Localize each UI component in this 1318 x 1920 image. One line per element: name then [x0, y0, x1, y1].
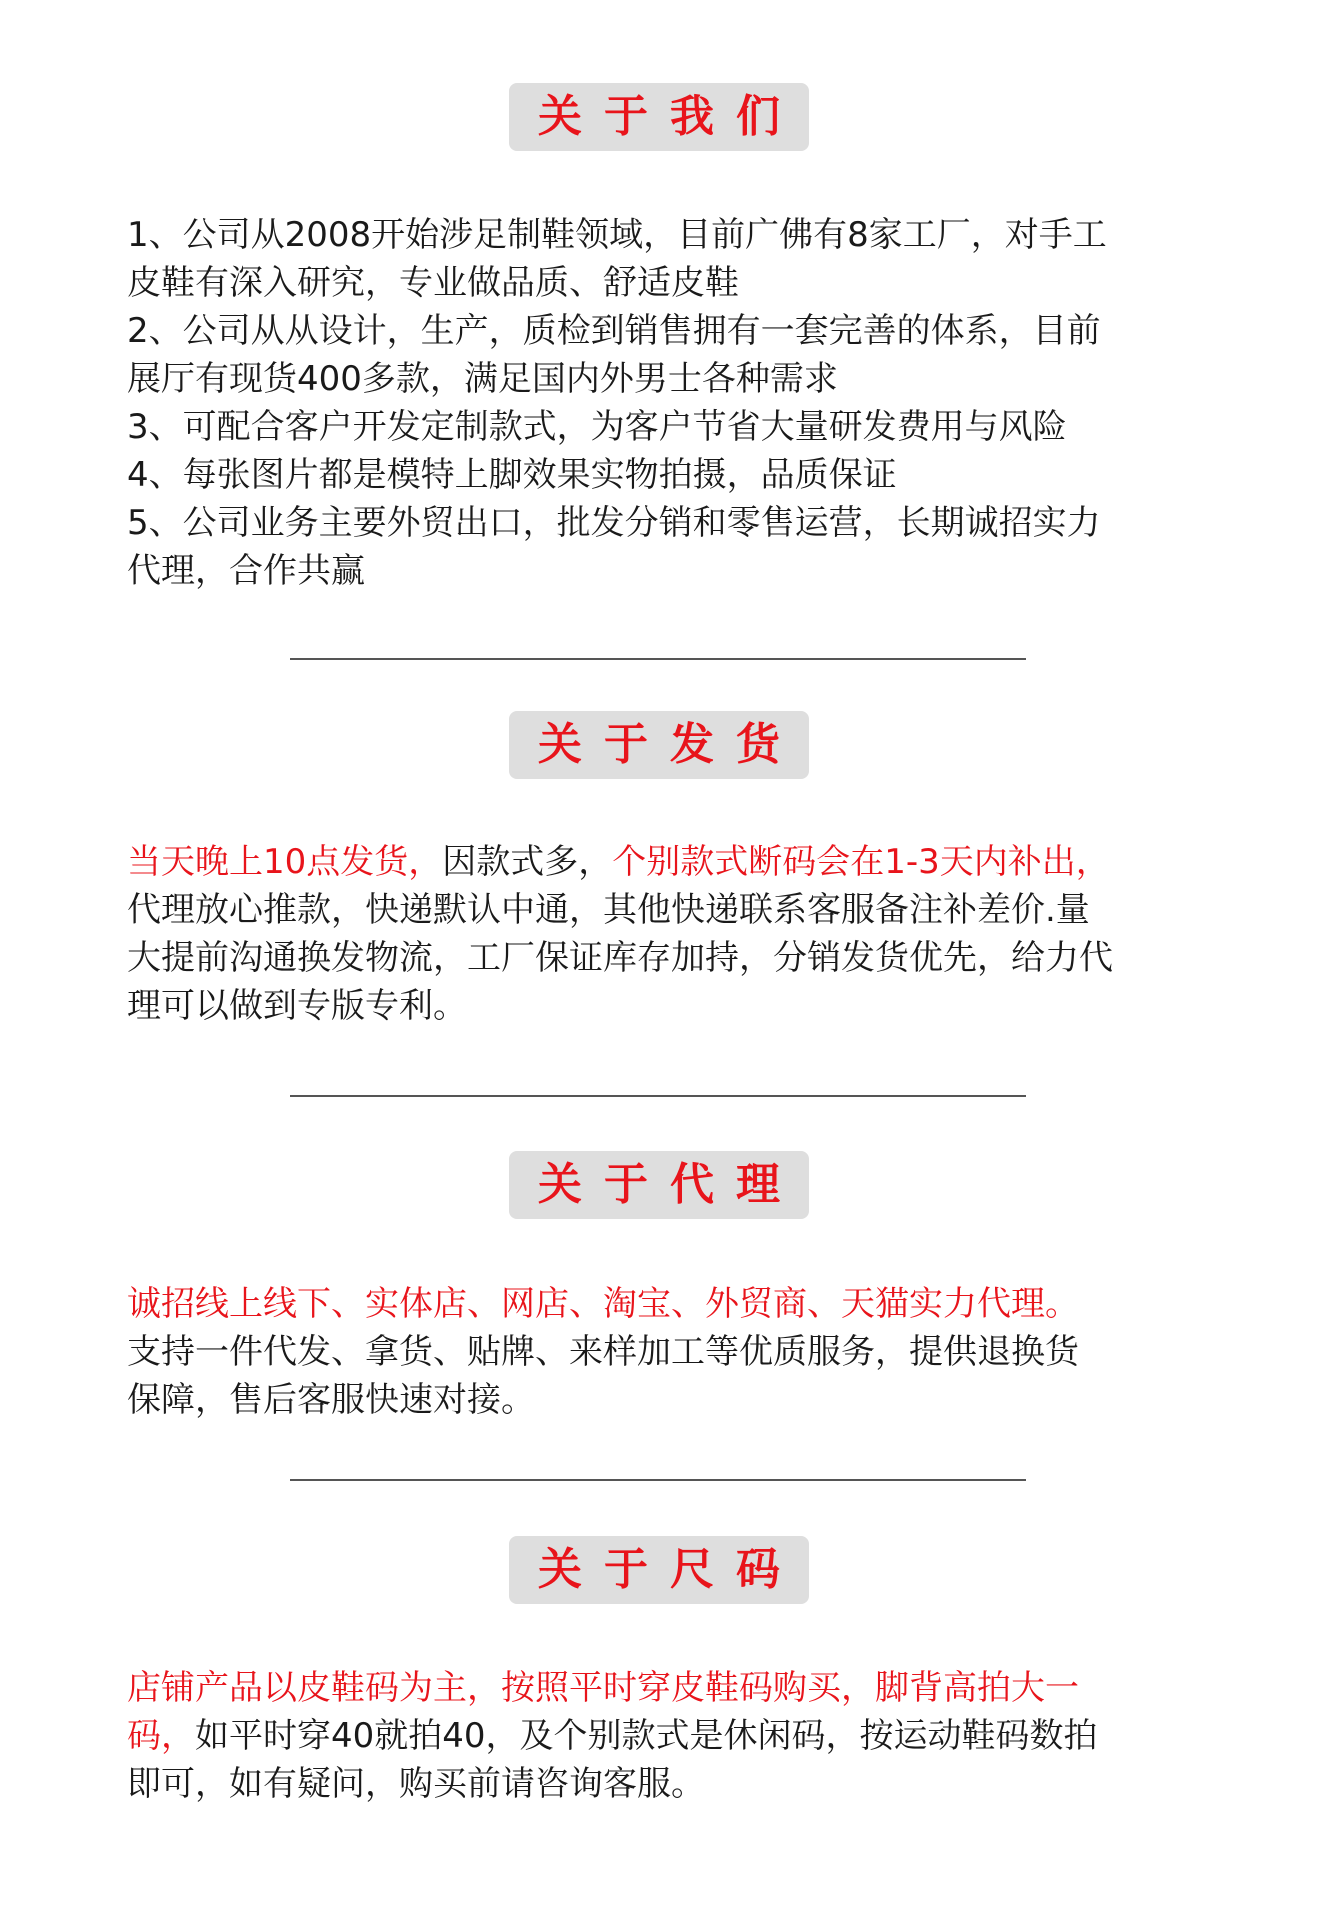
size-highlight: 店铺产品以皮鞋码为主，按照平时穿皮鞋码购买，脚背高拍大一	[127, 1668, 1079, 1708]
agency-title-pill	[509, 1151, 809, 1219]
shipping-body	[127, 838, 1207, 1030]
about-us-line: 3、可配合客户开发定制款式，为客户节省大量研发费用与风险	[127, 407, 1067, 447]
size-line	[127, 1712, 1207, 1760]
shipping-line	[127, 838, 1207, 886]
agency-body	[127, 1280, 1207, 1424]
about-us-line: 4、每张图片都是模特上脚效果实物拍摄，品质保证	[127, 455, 897, 495]
shipping-text: 因款式多，	[442, 842, 613, 882]
about-us-line: 1、公司从2008开始涉足制鞋领域，目前广佛有8家工厂，对手工	[127, 215, 1107, 255]
size-title: 关于尺码	[538, 1544, 802, 1595]
agency-line: 保障，售后客服快速对接。	[127, 1380, 535, 1420]
about-us-line: 展厅有现货400多款，满足国内外男士各种需求	[127, 359, 838, 399]
shipping-title: 关于发货	[538, 719, 802, 770]
section-divider	[290, 1095, 1026, 1097]
about-us-body	[127, 211, 1207, 595]
about-us-line: 代理，合作共赢	[127, 551, 365, 591]
about-us-title: 关于我们	[538, 91, 802, 142]
size-title-pill	[509, 1536, 809, 1604]
shipping-line: 代理放心推款，快递默认中通，其他快递联系客服备注补差价.量	[127, 890, 1090, 930]
agency-line: 支持一件代发、拿货、贴牌、来样加工等优质服务，提供退换货	[127, 1332, 1079, 1372]
shipping-line: 理可以做到专版专利。	[127, 986, 467, 1026]
about-us-title-pill	[509, 83, 809, 151]
size-body	[127, 1664, 1207, 1808]
about-us-line: 2、公司从从设计，生产，质检到销售拥有一套完善的体系，目前	[127, 311, 1101, 351]
agency-title: 关于代理	[538, 1159, 802, 1210]
shipping-line: 大提前沟通换发物流，工厂保证库存加持，分销发货优先，给力代	[127, 938, 1113, 978]
shipping-highlight: 当天晚上10点发货，	[127, 842, 443, 882]
size-text: 如平时穿40就拍40，及个别款式是休闲码，按运动鞋码数拍	[195, 1716, 1098, 1756]
section-divider	[290, 658, 1026, 660]
about-us-line: 5、公司业务主要外贸出口，批发分销和零售运营，长期诚招实力	[127, 503, 1101, 543]
size-line: 即可，如有疑问，购买前请咨询客服。	[127, 1764, 705, 1804]
about-us-line: 皮鞋有深入研究，专业做品质、舒适皮鞋	[127, 263, 739, 303]
agency-highlight: 诚招线上线下、实体店、网店、淘宝、外贸商、天猫实力代理。	[127, 1284, 1079, 1324]
size-highlight: 码，	[127, 1716, 195, 1756]
shipping-title-pill	[509, 711, 809, 779]
shipping-highlight: 个别款式断码会在1-3天内补出，	[612, 842, 1110, 882]
section-divider	[290, 1479, 1026, 1481]
